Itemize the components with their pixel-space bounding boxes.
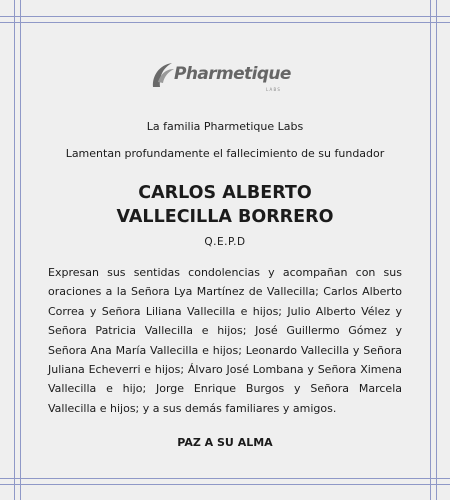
- frame-line-bottom-inner: [0, 478, 450, 479]
- brand-logo: [150, 58, 290, 98]
- frame-line-top-inner: [0, 22, 450, 23]
- brand-sub: LABS: [266, 87, 282, 92]
- frame-line-bottom-outer: [0, 484, 450, 485]
- deceased-name-line-2: VALLECILLA BORRERO: [116, 207, 334, 227]
- brand-name: Pharmetique: [174, 64, 291, 84]
- deceased-name-line-1: CARLOS ALBERTO: [138, 183, 312, 203]
- frame-line-left-inner: [20, 0, 21, 500]
- pharmetique-swirl-logo-icon: [150, 60, 176, 90]
- frame-line-right-inner: [430, 0, 431, 500]
- family-line: La familia Pharmetique Labs: [146, 120, 304, 133]
- lament-line: Lamentan profundamente el fallecimiento de su fundador: [65, 147, 385, 160]
- frame-line-left-outer: [14, 0, 15, 500]
- closing-line: PAZ A SU ALMA: [177, 436, 273, 449]
- frame-line-top-outer: [0, 16, 450, 17]
- qepd-label: Q.E.P.D: [204, 236, 246, 248]
- frame-line-right-outer: [436, 0, 437, 500]
- condolence-paragraph: Expresan sus sentidas condolencias y acompañan con sus oraciones a la Señora Lya Martínez de Vallecilla; Carlos Alberto Correa y Señora Liliana Vallecilla e hijos; Julio Alberto Vélez y Señora Patricia Vallecilla e hijos; José Guillermo Gómez y Señora Ana María Vallecilla e hijos; Leonardo Vallecilla y Señora Juliana Echeverri e hijos; Álvaro José Lombana y Señora Ximena Vallecilla e hijo; Jorge Enrique Burgos y Señora Marcela Vallecilla e hijos; y a sus demás familiares y amigos.: [48, 266, 402, 415]
